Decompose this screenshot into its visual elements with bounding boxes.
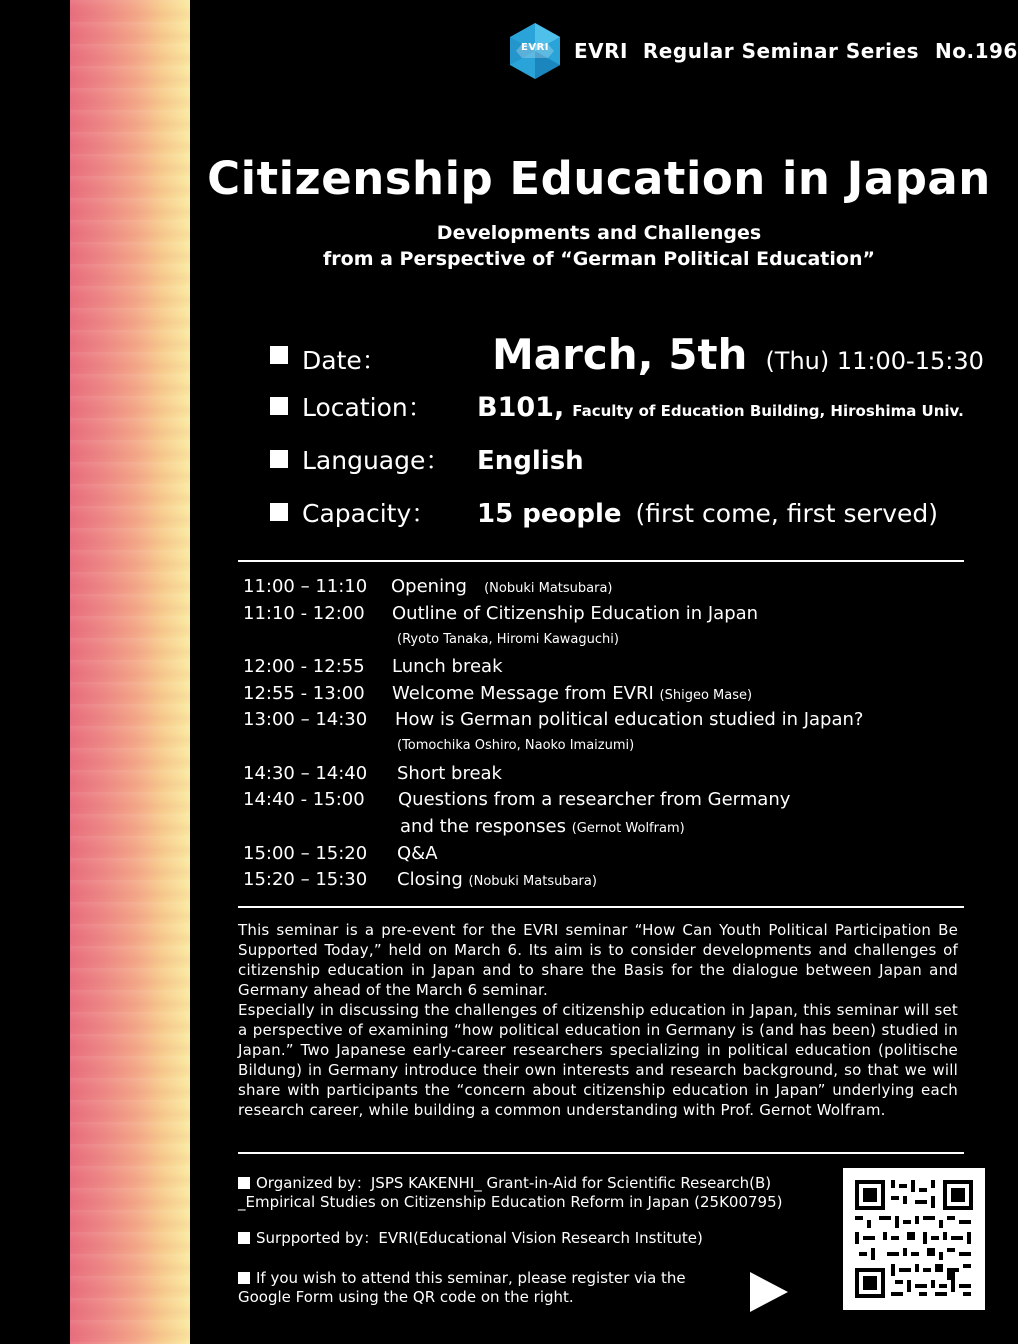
schedule-time: 13:00 – 14:30 [243, 709, 368, 730]
schedule-item: How is German political education studied in Japan? [395, 709, 864, 730]
divider [238, 906, 964, 908]
capacity-note: (first come, first served) [635, 499, 939, 528]
schedule-item: Welcome Message from EVRI (Shigeo Mase) [392, 683, 753, 704]
subtitle-line-2: from a Perspective of “German Political Education” [323, 248, 875, 270]
bullet-square-icon [238, 1272, 250, 1284]
capacity-label: Capacity： [302, 499, 437, 528]
schedule-time: 15:00 – 15:20 [243, 843, 368, 864]
qr-code[interactable] [843, 1168, 985, 1310]
bullet-square-icon [270, 503, 288, 521]
bullet-square-icon [270, 450, 288, 468]
schedule-time: 14:30 – 14:40 [243, 763, 368, 784]
language-label: Language： [302, 446, 451, 475]
schedule-time: 15:20 – 15:30 [243, 869, 368, 890]
schedule-time: 14:40 - 15:00 [243, 789, 365, 810]
date-value: March, 5th [492, 330, 748, 379]
language-value: English [477, 446, 584, 476]
evri-logo [508, 22, 562, 80]
schedule-item: and the responses (Gernot Wolfram) [400, 816, 685, 837]
date-label: Date： [302, 346, 387, 375]
description [238, 920, 958, 1120]
subtitle [190, 220, 1008, 272]
capacity-value: 15 people [477, 499, 622, 529]
supported-by: Surpported by：EVRI(Educational Vision Research Institute) [238, 1229, 703, 1248]
location-label: Location： [302, 393, 433, 422]
schedule-time: 11:00 – 11:10 [243, 576, 368, 597]
schedule-item: Q&A [397, 843, 438, 864]
divider [238, 1152, 964, 1154]
schedule-time: 11:10 - 12:00 [243, 603, 365, 624]
location-row [270, 388, 964, 424]
bullet-square-icon [238, 1232, 250, 1244]
divider [238, 560, 964, 562]
location-building: Faculty of Education Building, Hiroshima Univ. [572, 402, 964, 420]
schedule-item: Closing (Nobuki Matsubara) [397, 869, 597, 890]
arrow-right-icon [750, 1272, 788, 1312]
header [508, 22, 1018, 80]
date-row [270, 330, 984, 379]
logo-text: EVRI [521, 42, 549, 53]
bullet-square-icon [238, 1177, 250, 1189]
capacity-row [270, 494, 938, 530]
schedule-presenters: (Tomochika Oshiro, Naoko Imaizumi) [397, 738, 635, 753]
description-paragraph-1: This seminar is a pre-event for the EVRI seminar “How Can Youth Political Participation Be Supported Today,” held on March 6. Its aim is to consider developments and challenges of citizenship education in Japan and to share the Basis for the dialogue between Japan and Germany ahead of the March 6 seminar. [238, 921, 958, 999]
schedule-item: Lunch break [392, 656, 503, 677]
series-name: EVRI Regular Seminar Series [574, 39, 919, 63]
schedule-item: Outline of Citizenship Education in Japan [392, 603, 759, 624]
series-number: No.196 [935, 39, 1018, 63]
decorative-stripe [70, 0, 190, 1344]
schedule-item: Opening (Nobuki Matsubara) [391, 576, 613, 597]
registration-note: If you wish to attend this seminar, please register via the Google Form using the QR code on the right. [238, 1269, 686, 1306]
bullet-square-icon [270, 346, 288, 364]
subtitle-line-1: Developments and Challenges [436, 222, 762, 244]
bullet-square-icon [270, 397, 288, 415]
language-row [270, 441, 584, 477]
location-room: B101, [477, 392, 565, 423]
description-paragraph-2: Especially in discussing the challenges of citizenship education in Japan, this seminar will set a perspective of examining “how political education in Germany is (and has been) studied in Japan.” Two Japanese early-career researchers specializing in political education (politische Bildung) in Germany introduce their own interests and research background, so that we will share with participants the “concern about citizenship education in Japan” underlying each research career, while building a common understanding with Prof. Gernot Wolfram. [238, 1001, 958, 1119]
organized-by: Organized by：JSPS KAKENHI_ Grant-in-Aid for Scientific Research(B) _Empirical Studies on Citizenship Education Reform in Japan (25K00795) [238, 1174, 783, 1211]
page-title: Citizenship Education in Japan [207, 152, 991, 205]
schedule-time: 12:55 - 13:00 [243, 683, 365, 704]
schedule-presenters: (Ryoto Tanaka, Hiromi Kawaguchi) [397, 632, 619, 647]
schedule-item: Questions from a researcher from Germany [398, 789, 791, 810]
schedule-item: Short break [397, 763, 502, 784]
date-time: (Thu) 11:00-15:30 [765, 347, 984, 375]
schedule-time: 12:00 - 12:55 [243, 656, 365, 677]
series-title [574, 39, 1018, 63]
